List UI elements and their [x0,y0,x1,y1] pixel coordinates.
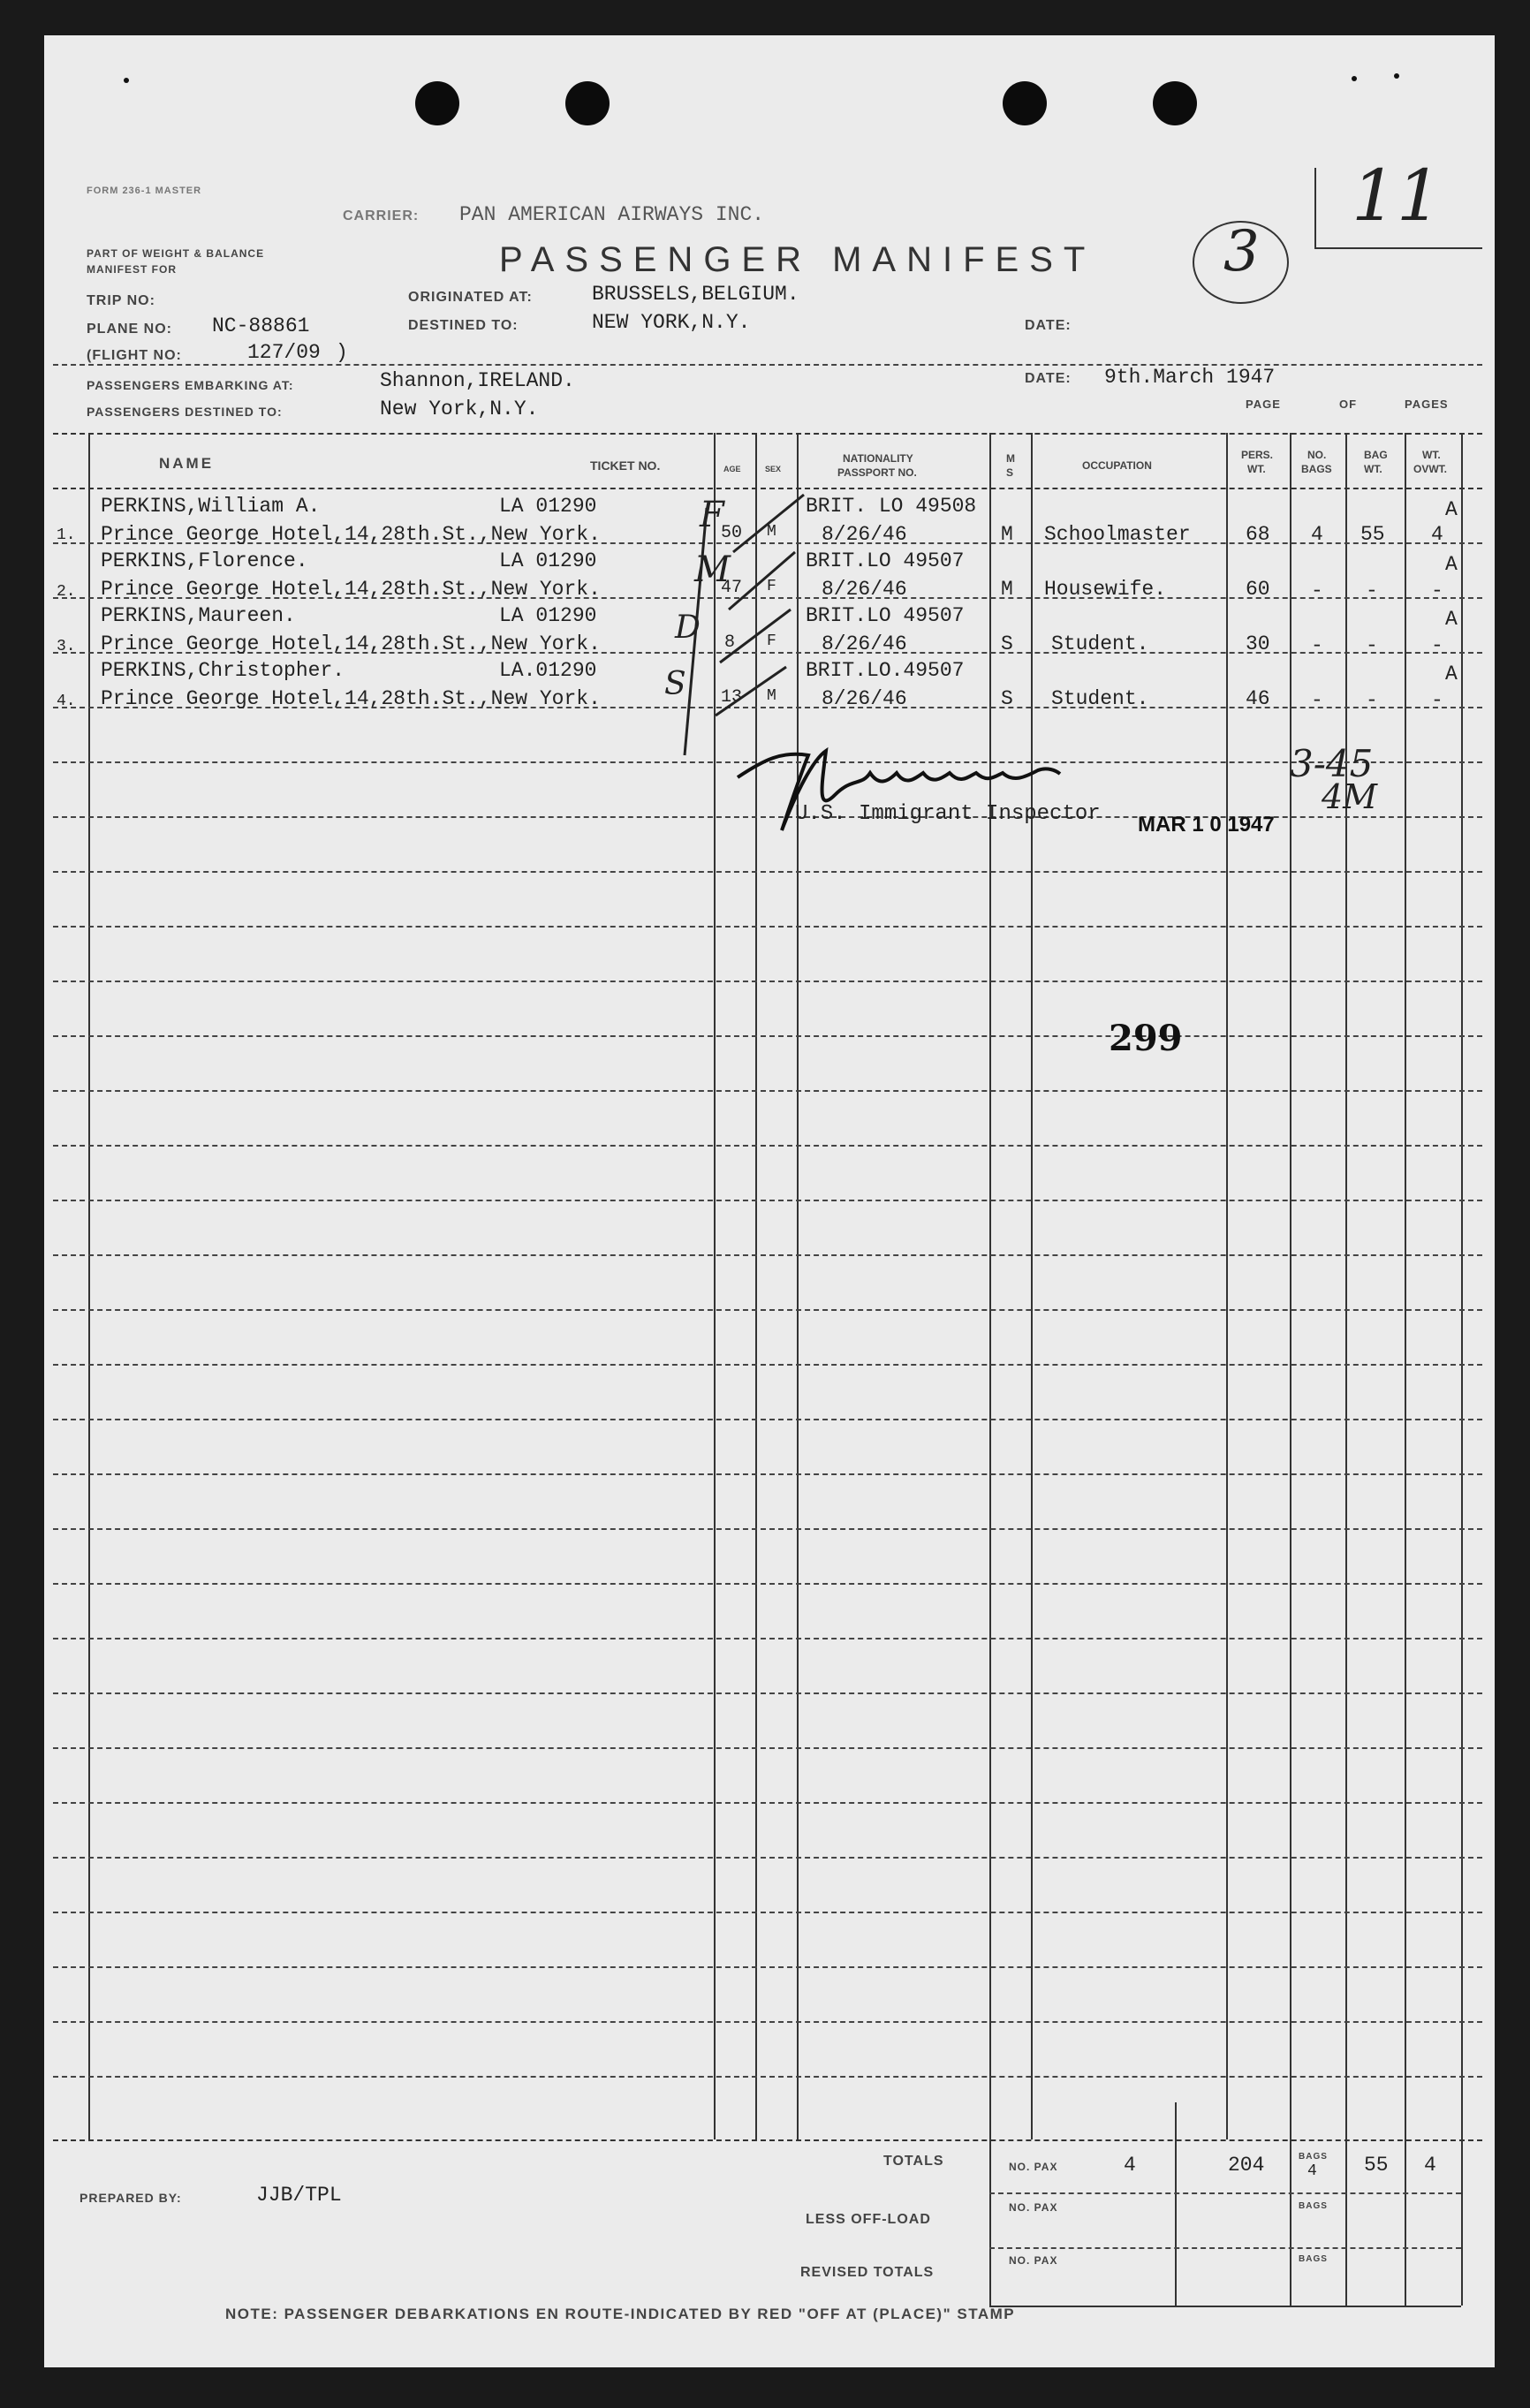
plane-value: NC-88861 [212,314,310,337]
passenger-3-sex: F [767,632,776,650]
ruled-line [53,1747,1482,1749]
carrier-label: CARRIER: [343,208,420,223]
passenger-2-age: 47 [721,578,743,598]
passenger-3-pers-wt: 30 [1246,632,1270,655]
revised-bags-label: BAGS [1299,2254,1328,2264]
totals-label: TOTALS [883,2154,944,2169]
passenger-3-occupation: Student. [1051,632,1149,655]
totals-box-v4 [1405,2139,1406,2306]
ruled-line [53,1419,1482,1420]
ruled-line [53,1857,1482,1859]
passenger-2-no: 2. [57,583,76,601]
totals-top-line [53,2139,1482,2141]
carrier-value: PAN AMERICAN AIRWAYS INC. [459,203,765,226]
passenger-3-wt-letter: A [1445,608,1458,631]
col-line-bags-right [1345,433,1347,2139]
ruled-line [53,1145,1482,1147]
plane-label: PLANE NO: [87,322,172,337]
col-line-occ-right [1226,433,1228,2139]
passenger-3-address: Prince George Hotel,14,28th.St.,New York. [101,632,601,655]
ruled-line [53,1692,1482,1694]
passenger-2-passport: BRIT.LO 49507 [806,549,965,572]
passenger-4-ticket: LA.01290 [499,659,597,682]
punch-hole [415,81,459,125]
totals-weight: 204 [1228,2154,1265,2177]
ruled-line [53,1473,1482,1475]
totals-bags-label: BAGS [1299,2152,1328,2162]
passenger-3-age: 8 [724,632,736,653]
passenger-4-sex: M [767,687,776,705]
table-top [53,433,1482,435]
corner-box-left [1314,168,1316,247]
paper-dot [1352,76,1357,81]
hand-slashes [680,490,839,764]
pass-destined-label: PASSENGERS DESTINED TO: [87,405,283,419]
offload-label: LESS OFF-LOAD [806,2212,931,2227]
ruled-line [53,871,1482,873]
offload-pax-label: NO. PAX [1009,2201,1058,2214]
passenger-4-passport: BRIT.LO.49507 [806,659,965,682]
part-of-label-2: MANIFEST FOR [87,263,177,276]
punch-hole [1153,81,1197,125]
ruled-line [53,1638,1482,1639]
passenger-4-no: 4. [57,693,76,710]
passenger-4-pers-wt: 46 [1246,687,1270,710]
destined-label: DESTINED TO: [408,318,519,333]
part-of-label-1: PART OF WEIGHT & BALANCE [87,247,265,260]
passenger-2-wt-letter: A [1445,553,1458,576]
passenger-3-name: PERKINS,Maureen. [101,604,296,627]
page-label: PAGE [1246,398,1281,411]
passenger-2-ovwt: - [1431,579,1443,602]
ruled-line [53,1090,1482,1092]
totals-bags-value: 4 [1307,2162,1317,2180]
totals-box-v1 [1175,2102,1177,2306]
ruled-line [53,2076,1482,2078]
table-header-bottom [53,488,1482,489]
col-header-bags-1: NO. [1307,449,1327,461]
totals-pax-label: NO. PAX [1009,2161,1058,2173]
passenger-1-ticket: LA 01290 [499,495,597,518]
form-number: FORM 236-1 MASTER [87,186,202,196]
passenger-3-no: 3. [57,638,76,655]
prepared-label: PREPARED BY: [80,2191,182,2205]
ruled-line [53,1200,1482,1201]
revised-label: REVISED TOTALS [800,2265,935,2280]
col-line-ms-right [1031,433,1033,2139]
col-header-age: AGE [723,465,741,473]
col-line-ovwt-right [1461,433,1463,2139]
embarking-label: PASSENGERS EMBARKING AT: [87,378,294,392]
totals-row-line-2 [989,2247,1461,2249]
passenger-2-sex: F [767,578,776,595]
ruled-line [53,1309,1482,1311]
inspector-stamp-date: MAR 1 0 1947 [1138,813,1275,837]
corner-mark: 11 [1352,155,1442,237]
page-number: 299 [1109,1018,1183,1059]
manifest-title: PASSENGER MANIFEST [499,240,1096,279]
originated-value: BRUSSELS,BELGIUM. [592,283,799,306]
revised-pax-label: NO. PAX [1009,2254,1058,2267]
col-header-sex: SEX [765,465,782,473]
col-line-pers-right [1290,433,1291,2139]
corner-box-bottom [1314,247,1482,249]
passenger-1-no-bags: 4 [1311,523,1323,546]
destined-value: NEW YORK,N.Y. [592,311,751,334]
passenger-1-occupation: Schoolmaster [1044,523,1191,546]
passenger-1-wt-letter: A [1445,498,1458,521]
passenger-1-address: Prince George Hotel,14,28th.St.,New York. [101,523,601,546]
passenger-4-hand: S [664,666,686,702]
passenger-4-name: PERKINS,Christopher. [101,659,345,682]
totals-bottom-line [989,2306,1461,2307]
inspector-label: U.S. Immigrant Inspector [795,802,1101,826]
offload-bags-label: BAGS [1299,2201,1328,2211]
passenger-4-ms: S [1001,687,1013,710]
punch-hole [1003,81,1047,125]
passenger-4-age: 13 [721,687,743,708]
hand-note-1: 3-45 [1290,742,1374,785]
passenger-2-occupation: Housewife. [1044,578,1167,601]
flight-label: (FLIGHT NO: [87,348,182,363]
passenger-4-passport-date: 8/26/46 [822,687,907,710]
date-label: DATE: [1025,318,1072,333]
ruled-line [53,1802,1482,1804]
passenger-1-pers-wt: 68 [1246,523,1270,546]
passenger-1-sex: M [767,523,776,541]
trip-label: TRIP NO: [87,293,155,308]
passenger-2-name: PERKINS,Florence. [101,549,308,572]
totals-pax-value: 4 [1124,2154,1136,2177]
ruled-line [53,926,1482,928]
passenger-3-hand: D [675,610,701,646]
passenger-1-age: 50 [721,523,743,543]
col-header-nat-1: NATIONALITY [843,452,913,465]
col-line-nat-right [989,433,991,2139]
col-header-ms-2: S [1006,466,1014,479]
ruled-line [53,1364,1482,1366]
totals-box-left [989,2102,991,2306]
col-header-ticket: TICKET NO. [590,458,661,473]
passenger-3-ticket: LA 01290 [499,604,597,627]
ruled-line [53,2021,1482,2023]
flight-value: 127/09 [247,341,321,364]
passenger-3-passport-date: 8/26/46 [822,632,907,655]
col-header-ovwt-1: WT. [1422,449,1441,461]
date2-value: 9th.March 1947 [1104,366,1276,389]
passenger-3-ms: S [1001,632,1013,655]
passenger-3-bag-wt: - [1366,634,1378,657]
passenger-1-hand: F [700,495,724,535]
col-header-nat-2: PASSPORT NO. [837,466,917,479]
col-header-bagwt-2: WT. [1364,463,1382,475]
passenger-4-wt-letter: A [1445,663,1458,685]
passenger-4-occupation: Student. [1051,687,1149,710]
col-header-bagwt-1: BAG [1364,449,1388,461]
paper-dot [124,78,129,83]
ruled-line [53,1966,1482,1968]
ruled-line [53,1035,1482,1037]
col-header-occupation: OCCUPATION [1082,459,1152,472]
prepared-value: JJB/TPL [256,2184,342,2207]
passenger-2-ticket: LA 01290 [499,549,597,572]
of-label: OF [1339,398,1358,411]
passenger-1-no: 1. [57,526,76,544]
passenger-4-bag-wt: - [1366,689,1378,712]
manifest-page [44,35,1495,2367]
ruled-line [53,1583,1482,1585]
totals-box-v3 [1345,2139,1347,2306]
pages-label: PAGES [1405,398,1449,411]
passenger-3-passport: BRIT.LO 49507 [806,604,965,627]
passenger-4-no-bags: - [1311,689,1323,712]
passenger-1-bag-wt: 55 [1360,523,1385,546]
passenger-2-address: Prince George Hotel,14,28th.St.,New York. [101,578,601,601]
passenger-2-bag-wt: - [1366,579,1378,602]
passenger-2-pers-wt: 60 [1246,578,1270,601]
date2-label: DATE: [1025,371,1072,386]
punch-hole [565,81,610,125]
passenger-1-passport-date: 8/26/46 [822,523,907,546]
col-header-ms-1: M [1006,452,1015,465]
col-header-name: NAME [159,455,215,472]
totals-box-right [1461,2139,1463,2306]
passenger-2-hand: M [694,549,731,590]
ruled-line [53,1912,1482,1913]
passenger-3-ovwt: - [1431,634,1443,657]
passenger-1-name: PERKINS,William A. [101,495,321,518]
ruled-line [53,1254,1482,1256]
col-line-bagwt-right [1405,433,1406,2139]
passenger-1-ms: M [1001,523,1013,546]
footer-note: NOTE: PASSENGER DEBARKATIONS EN ROUTE-INDICATED BY RED "OFF AT (PLACE)" STAMP [225,2306,1016,2322]
passenger-4-ovwt: - [1431,689,1443,712]
embarking-value: Shannon,IRELAND. [380,369,575,392]
hand-note-2: 4M [1322,777,1378,816]
paper-dot [1394,73,1399,79]
col-header-pers-2: WT. [1247,463,1266,475]
totals-bag-wt: 55 [1364,2154,1389,2177]
passenger-1-ovwt: 4 [1431,523,1443,546]
passenger-2-passport-date: 8/26/46 [822,578,907,601]
pass-destined-value: New York,N.Y. [380,398,539,420]
originated-label: ORIGINATED AT: [408,290,533,305]
passenger-2-no-bags: - [1311,579,1323,602]
passenger-1-passport: BRIT. LO 49508 [806,495,977,518]
col-header-ovwt-2: OVWT. [1413,463,1447,475]
col-line-name-left [88,433,90,2139]
col-header-bags-2: BAGS [1301,463,1332,475]
ruled-line [53,981,1482,982]
totals-box-v2 [1290,2102,1291,2306]
passenger-3-no-bags: - [1311,634,1323,657]
passenger-2-ms: M [1001,578,1013,601]
ruled-line [53,1528,1482,1530]
totals-row-line-1 [989,2192,1461,2194]
passenger-4-address: Prince George Hotel,14,28th.St.,New York. [101,687,601,710]
circled-number-text: 3 [1223,219,1260,284]
flight-close: ) [336,341,348,364]
totals-ovwt: 4 [1424,2154,1436,2177]
col-header-pers-1: PERS. [1241,449,1274,461]
